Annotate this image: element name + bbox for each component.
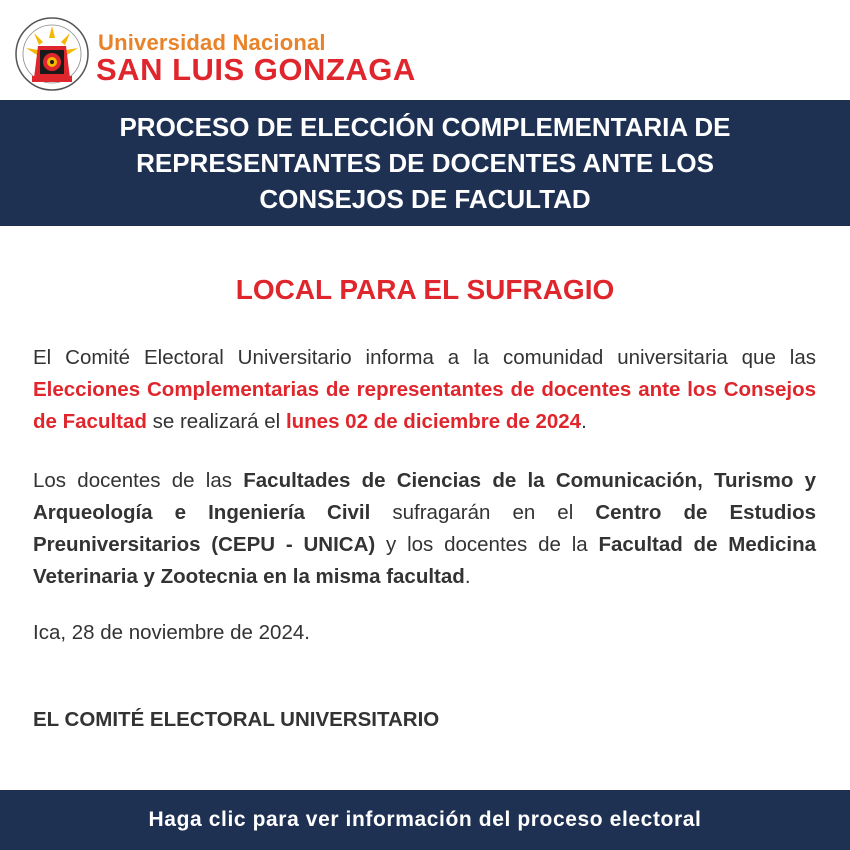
paragraph2-text-7: . — [464, 565, 471, 588]
university-name-line1: Universidad Nacional — [98, 30, 326, 55]
cepu-location-highlight: Centro de Estudios Preuniversitarios (CEPU - UNICA) — [33, 501, 817, 556]
paragraph2-text-1: Los docentes de las — [33, 469, 244, 492]
title-line-1: PROCESO DE ELECCIÓN COMPLEMENTARIA DE — [119, 112, 731, 142]
voting-location-paragraph — [33, 465, 816, 593]
electoral-info-link-band[interactable] — [0, 790, 850, 850]
veterinary-faculty-highlight: Facultad de Medicina Veterinaria y Zootecnia en la misma facultad — [33, 533, 816, 588]
elections-name-highlight: Elecciones Complementarias de representantes de docentes ante los Consejos de Facultad — [33, 378, 816, 433]
paragraph1-text-5: . — [581, 410, 587, 433]
signature: EL COMITÉ ELECTORAL UNIVERSITARIO — [33, 708, 440, 731]
paragraph2-text-5: y los docentes de la — [375, 533, 599, 556]
header — [0, 0, 850, 100]
paragraph1-text-1: El Comité Electoral Universitario informa a la comunidad universitaria que las — [33, 346, 816, 369]
paragraph1-text-3: se realizará el — [146, 410, 286, 433]
title-line-3: CONSEJOS DE FACULTAD — [259, 184, 591, 214]
electoral-info-link[interactable]: Haga clic para ver información del proceso electoral — [148, 808, 702, 831]
date-line: Ica, 28 de noviembre de 2024. — [33, 621, 310, 644]
section-title: LOCAL PARA EL SUFRAGIO — [235, 274, 615, 305]
faculties-highlight: Facultades de Ciencias de la Comunicación, Turismo y Arqueología e Ingeniería Civil — [33, 469, 816, 524]
title-band — [0, 100, 850, 226]
election-date-highlight: lunes 02 de diciembre de 2024 — [285, 410, 582, 433]
paragraph2-text-3: sufragarán en el — [370, 501, 596, 524]
announcement-paragraph — [33, 342, 816, 438]
university-name-line2: SAN LUIS GONZAGA — [96, 52, 416, 87]
title-line-2: REPRESENTANTES DE DOCENTES ANTE LOS — [136, 148, 714, 178]
university-seal-logo — [14, 16, 90, 92]
